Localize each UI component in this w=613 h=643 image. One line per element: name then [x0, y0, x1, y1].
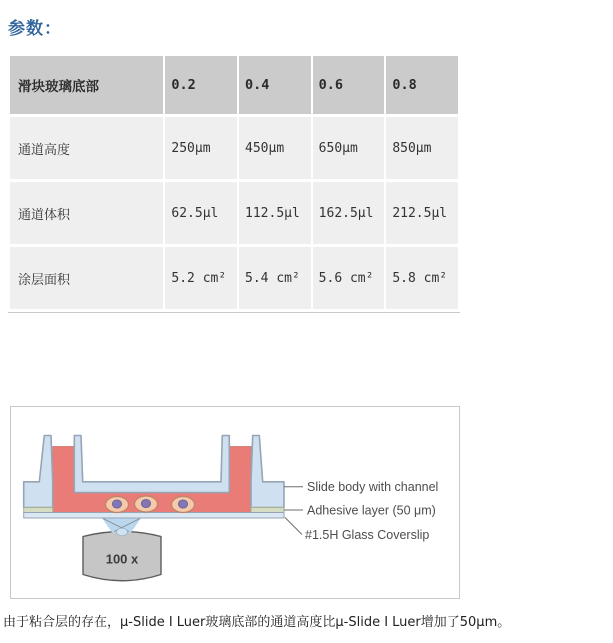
cell-value: 62.5μl — [165, 182, 237, 244]
table-header-col-0_8: 0.8 — [386, 56, 458, 114]
cell-value: 5.2 cm² — [165, 247, 237, 309]
footer-note: 由于粘合层的存在，μ-Slide I Luer玻璃底部的通道高度比μ-Slide I Luer增加了50μm。 — [3, 615, 511, 630]
slide-diagram-svg — [11, 407, 461, 600]
slide-cross-section-diagram — [10, 406, 460, 599]
page-title: 参数： — [8, 19, 62, 39]
table-header-col-0_2: 0.2 — [165, 56, 237, 114]
cell-value: 212.5μl — [386, 182, 458, 244]
row-label: 通道高度 — [10, 117, 163, 179]
adhesive-layer-label: Adhesive layer (50 μm) — [307, 503, 436, 518]
cell-value: 162.5μl — [313, 182, 385, 244]
row-label: 涂层面积 — [10, 247, 163, 309]
table-row-coating-area — [10, 247, 458, 309]
spec-table — [8, 53, 460, 313]
glass-coverslip-label: #1.5H Glass Coverslip — [305, 528, 430, 542]
cells-icon — [106, 496, 195, 513]
cell-value: 650μm — [313, 117, 385, 179]
table-header-label: 滑块玻璃底部 — [10, 56, 163, 114]
cell-value: 450μm — [239, 117, 311, 179]
cell-value: 250μm — [165, 117, 237, 179]
row-label: 通道体积 — [10, 182, 163, 244]
table-header-col-0_4: 0.4 — [239, 56, 311, 114]
table-row-channel-volume — [10, 182, 458, 244]
cell-value: 5.6 cm² — [313, 247, 385, 309]
cell-value: 5.4 cm² — [239, 247, 311, 309]
cell-value: 850μm — [386, 117, 458, 179]
cell-value: 112.5μl — [239, 182, 311, 244]
table-header-col-0_6: 0.6 — [313, 56, 385, 114]
table-header-row — [10, 56, 458, 114]
slide-body-label: Slide body with channel — [307, 480, 439, 494]
adhesive-layer-right — [251, 508, 284, 513]
adhesive-layer-left — [24, 508, 53, 513]
slide-body-left — [24, 436, 53, 508]
glass-coverslip — [24, 513, 284, 519]
objective-magnification-label: 100 x — [105, 551, 139, 567]
table-row-channel-height — [10, 117, 458, 179]
cell-value: 5.8 cm² — [386, 247, 458, 309]
slide-body-middle — [74, 436, 229, 493]
objective-icon — [83, 532, 161, 581]
slide-body-right — [251, 436, 284, 508]
diagram-callouts — [284, 480, 438, 542]
